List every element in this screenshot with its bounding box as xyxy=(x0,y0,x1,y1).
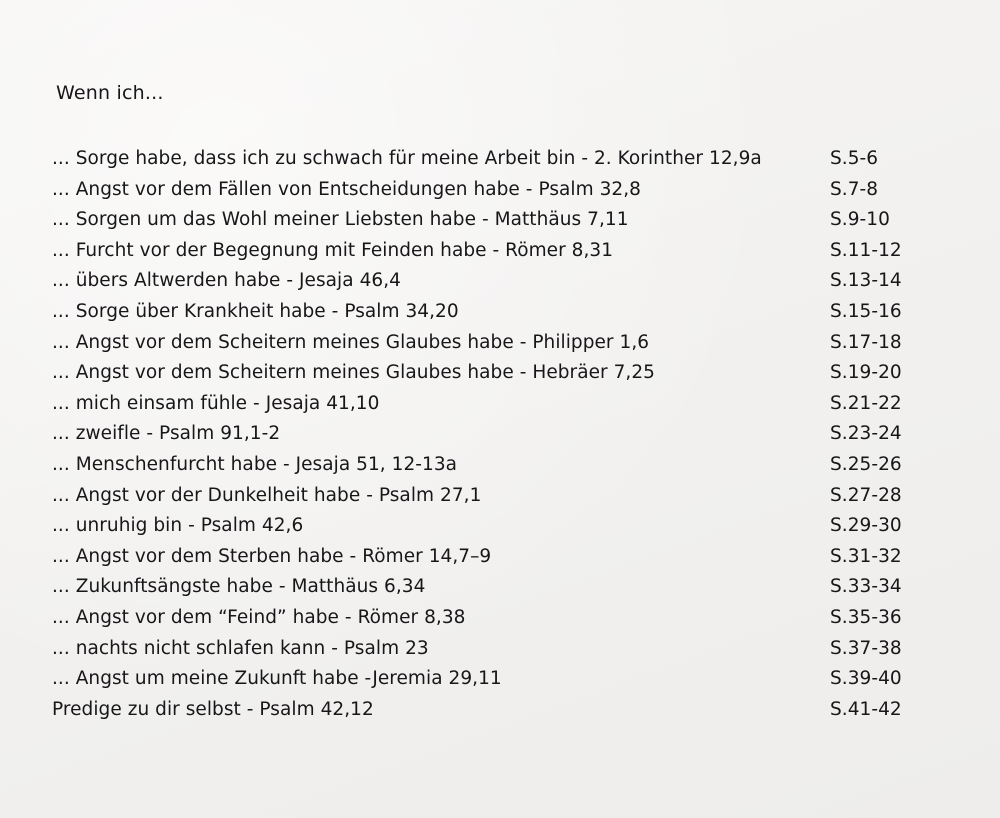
toc-row[interactable] xyxy=(52,668,942,699)
toc-entry-title: ... Angst vor dem “Feind” habe - Römer 8,38 xyxy=(52,606,466,628)
toc-row[interactable] xyxy=(52,515,942,546)
toc-entry-title: ... Zukunftsängste habe - Matthäus 6,34 xyxy=(52,576,426,598)
toc-row[interactable] xyxy=(52,699,942,730)
toc-row[interactable] xyxy=(52,301,942,332)
toc-entry-pages: S.29-30 xyxy=(830,515,902,537)
toc-entry-title: ... unruhig bin - Psalm 42,6 xyxy=(52,515,304,537)
toc-entry-title: Predige zu dir selbst - Psalm 42,12 xyxy=(52,698,374,720)
toc-row[interactable] xyxy=(52,240,942,271)
toc-row[interactable] xyxy=(52,485,942,516)
toc-entry-pages: S.37-38 xyxy=(830,637,902,659)
toc-entry-pages: S.27-28 xyxy=(830,484,902,506)
toc-entry-pages: S.33-34 xyxy=(830,576,902,598)
toc-entry-pages: S.5-6 xyxy=(830,148,879,169)
toc-row[interactable] xyxy=(52,362,942,393)
toc-entry-pages: S.17-18 xyxy=(830,331,902,353)
toc-entry-title: ... Angst um meine Zukunft habe -Jeremia 29,11 xyxy=(52,668,502,690)
toc-row[interactable] xyxy=(52,209,942,240)
toc-row[interactable] xyxy=(52,546,942,577)
toc-row[interactable] xyxy=(52,179,942,210)
toc-entry-title: ... Furcht vor der Begegnung mit Feinden habe - Römer 8,31 xyxy=(52,239,614,261)
toc-row[interactable] xyxy=(52,148,942,179)
toc-entry-pages: S.23-24 xyxy=(830,423,902,445)
toc-row[interactable] xyxy=(52,423,942,454)
toc-row[interactable] xyxy=(52,270,942,301)
page-title: Wenn ich... xyxy=(56,82,164,104)
toc-row[interactable] xyxy=(52,638,942,669)
toc-entry-title: ... Angst vor der Dunkelheit habe - Psalm 27,1 xyxy=(52,484,482,506)
toc-entry-pages: S.11-12 xyxy=(830,239,902,261)
toc-entry-title: ... Sorge habe, dass ich zu schwach für meine Arbeit bin - 2. Korinther 12,9a xyxy=(52,148,762,169)
toc-row[interactable] xyxy=(52,332,942,363)
toc-entry-pages: S.19-20 xyxy=(830,362,902,384)
toc-entry-pages: S.39-40 xyxy=(830,668,902,690)
toc-entry-title: ... Menschenfurcht habe - Jesaja 51, 12-13a xyxy=(52,453,458,475)
table-of-contents xyxy=(52,148,942,729)
toc-entry-title: ... Angst vor dem Scheitern meines Glaubes habe - Hebräer 7,25 xyxy=(52,362,655,384)
toc-row[interactable] xyxy=(52,454,942,485)
toc-entry-pages: S.25-26 xyxy=(830,453,902,475)
toc-row[interactable] xyxy=(52,393,942,424)
toc-entry-title: ... übers Altwerden habe - Jesaja 46,4 xyxy=(52,270,401,292)
toc-entry-pages: S.13-14 xyxy=(830,270,902,292)
toc-row[interactable] xyxy=(52,607,942,638)
toc-entry-title: ... nachts nicht schlafen kann - Psalm 23 xyxy=(52,637,429,659)
toc-entry-pages: S.31-32 xyxy=(830,545,902,567)
toc-entry-title: ... Angst vor dem Scheitern meines Glaubes habe - Philipper 1,6 xyxy=(52,331,650,353)
toc-entry-pages: S.35-36 xyxy=(830,606,902,628)
toc-entry-title: ... Angst vor dem Fällen von Entscheidungen habe - Psalm 32,8 xyxy=(52,178,641,200)
toc-entry-title: ... Angst vor dem Sterben habe - Römer 14,7–9 xyxy=(52,545,492,567)
toc-entry-title: ... zweifle - Psalm 91,1-2 xyxy=(52,423,281,445)
toc-entry-pages: S.41-42 xyxy=(830,698,902,720)
toc-entry-title: ... mich einsam fühle - Jesaja 41,10 xyxy=(52,392,380,414)
toc-entry-pages: S.21-22 xyxy=(830,392,902,414)
toc-entry-pages: S.15-16 xyxy=(830,300,902,322)
toc-entry-title: ... Sorge über Krankheit habe - Psalm 34,20 xyxy=(52,300,459,322)
toc-entry-pages: S.7-8 xyxy=(830,178,879,200)
toc-entry-title: ... Sorgen um das Wohl meiner Liebsten habe - Matthäus 7,11 xyxy=(52,209,629,231)
toc-entry-pages: S.9-10 xyxy=(830,209,890,231)
toc-row[interactable] xyxy=(52,576,942,607)
